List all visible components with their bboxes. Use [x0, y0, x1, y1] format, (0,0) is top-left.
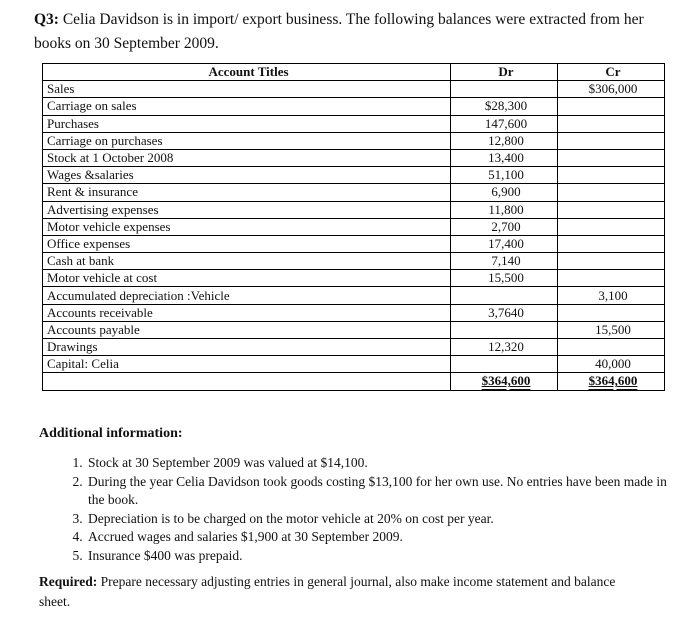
- table-header-row: [43, 64, 665, 81]
- dr-cell: [451, 81, 558, 98]
- account-title-cell: Office expenses: [43, 235, 451, 252]
- dr-cell: 51,100: [451, 167, 558, 184]
- table-row: [43, 321, 665, 338]
- account-title-cell: Accounts receivable: [43, 304, 451, 321]
- required-body: Prepare necessary adjusting entries in general journal, also make income statement and balance sheet.: [39, 574, 616, 609]
- dr-cell: 12,800: [451, 132, 558, 149]
- list-item: 1. Stock at 30 September 2009 was valued at $14,100.: [86, 454, 686, 473]
- dr-cell: 7,140: [451, 253, 558, 270]
- account-title-cell: Drawings: [43, 339, 451, 356]
- required-label: Required:: [39, 574, 98, 589]
- cr-cell: 15,500: [558, 321, 665, 338]
- table-row: [43, 201, 665, 218]
- table-row: [43, 81, 665, 98]
- account-title-cell: Rent & insurance: [43, 184, 451, 201]
- dr-cell: [451, 356, 558, 373]
- account-title-cell: Sales: [43, 81, 451, 98]
- table-row: [43, 98, 665, 115]
- header-cr: Cr: [558, 64, 665, 81]
- question-text: [34, 8, 654, 56]
- table-row: [43, 149, 665, 166]
- dr-cell: 3,7640: [451, 304, 558, 321]
- cr-cell: [558, 339, 665, 356]
- account-title-cell: Accounts payable: [43, 321, 451, 338]
- cr-cell: [558, 184, 665, 201]
- dr-cell: $28,300: [451, 98, 558, 115]
- account-title-cell: Motor vehicle expenses: [43, 218, 451, 235]
- table-row: [43, 270, 665, 287]
- table-row: [43, 132, 665, 149]
- dr-cell: 13,400: [451, 149, 558, 166]
- cr-cell: [558, 98, 665, 115]
- dr-cell: 15,500: [451, 270, 558, 287]
- dr-cell: 17,400: [451, 235, 558, 252]
- question-label: Q3:: [34, 11, 59, 28]
- table-row: [43, 253, 665, 270]
- account-title-cell: Purchases: [43, 115, 451, 132]
- additional-info-list: [46, 454, 686, 565]
- table-row: [43, 235, 665, 252]
- dr-cell: 2,700: [451, 218, 558, 235]
- header-account-titles: Account Titles: [43, 64, 451, 81]
- account-title-cell: Carriage on purchases: [43, 132, 451, 149]
- table-body: [43, 81, 665, 390]
- account-title-cell: Stock at 1 October 2008: [43, 149, 451, 166]
- table-row: [43, 339, 665, 356]
- dr-cell: 147,600: [451, 115, 558, 132]
- account-title-cell: Carriage on sales: [43, 98, 451, 115]
- dr-cell: 12,320: [451, 339, 558, 356]
- account-title-cell: Motor vehicle at cost: [43, 270, 451, 287]
- question-body: Celia Davidson is in import/ export business. The following balances were extracted from her books on 30 September 2009.: [34, 11, 644, 52]
- cr-cell: [558, 270, 665, 287]
- cr-cell: [558, 149, 665, 166]
- account-title-cell: Accumulated depreciation :Vehicle: [43, 287, 451, 304]
- total-cr-value: $364,600: [588, 373, 638, 389]
- total-cr-cell: [558, 373, 665, 390]
- table-row: [43, 218, 665, 235]
- account-title-cell: Capital: Celia: [43, 356, 451, 373]
- table-row: [43, 184, 665, 201]
- cr-cell: [558, 235, 665, 252]
- list-item: 3. Depreciation is to be charged on the motor vehicle at 20% on cost per year.: [86, 510, 686, 529]
- table-row: [43, 287, 665, 304]
- cr-cell: 40,000: [558, 356, 665, 373]
- cr-cell: 3,100: [558, 287, 665, 304]
- header-dr: Dr: [451, 64, 558, 81]
- additional-info-heading: Additional information:: [39, 426, 183, 441]
- list-item: 4. Accrued wages and salaries $1,900 at 30 September 2009.: [86, 528, 686, 547]
- dr-cell: 6,900: [451, 184, 558, 201]
- required-text: [39, 572, 649, 612]
- dr-cell: 11,800: [451, 201, 558, 218]
- cr-cell: [558, 201, 665, 218]
- cr-cell: [558, 253, 665, 270]
- cr-cell: [558, 115, 665, 132]
- account-title-cell: Advertising expenses: [43, 201, 451, 218]
- account-title-cell: Wages &salaries: [43, 167, 451, 184]
- table-row: [43, 115, 665, 132]
- totals-row: [43, 373, 665, 390]
- cr-cell: [558, 132, 665, 149]
- cr-cell: [558, 304, 665, 321]
- cr-cell: [558, 167, 665, 184]
- table-row: [43, 304, 665, 321]
- total-dr-cell: [451, 373, 558, 390]
- account-title-cell: Cash at bank: [43, 253, 451, 270]
- dr-cell: [451, 287, 558, 304]
- list-item: 2. During the year Celia Davidson took goods costing $13,100 for her own use. No entries have been made in the book.: [86, 473, 686, 510]
- list-item: 5. Insurance $400 was prepaid.: [86, 547, 686, 566]
- totals-label-cell: [43, 373, 451, 390]
- cr-cell: [558, 218, 665, 235]
- trial-balance-table: [42, 63, 665, 391]
- total-dr-value: $364,600: [481, 373, 531, 389]
- cr-cell: $306,000: [558, 81, 665, 98]
- table-row: [43, 356, 665, 373]
- table-row: [43, 167, 665, 184]
- dr-cell: [451, 321, 558, 338]
